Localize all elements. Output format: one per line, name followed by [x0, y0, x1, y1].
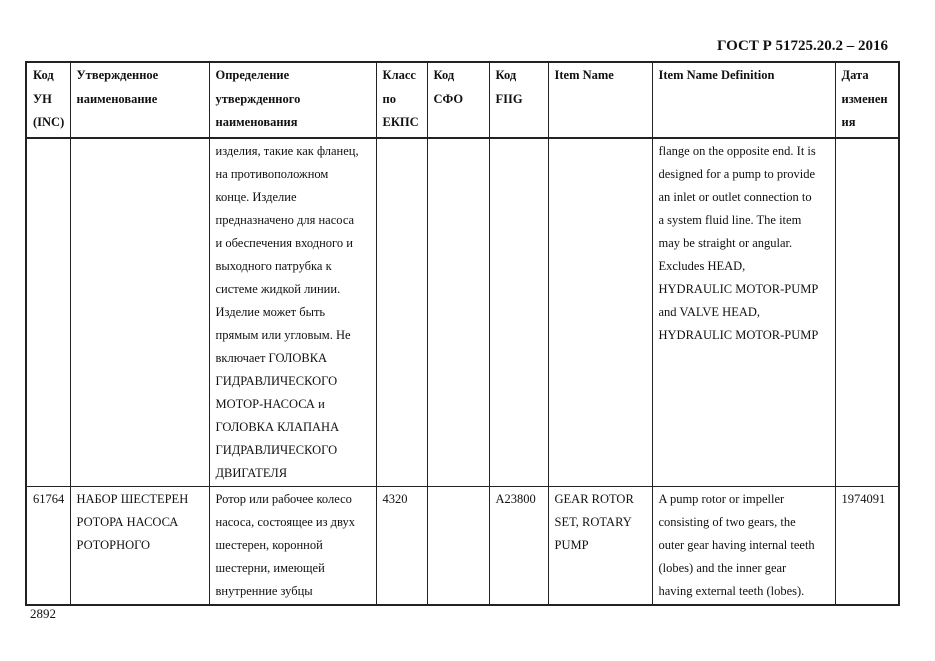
col-sfo-header — [427, 62, 489, 138]
header-line: ЕКПС — [382, 115, 419, 129]
cell-line: outer gear having internal teeth — [658, 537, 815, 552]
cell-line: внутренние зубцы — [215, 583, 313, 598]
cell-line: a system fluid line. The item — [658, 212, 802, 227]
col-item-name-cell — [548, 486, 652, 605]
cell-line: РОТОРНОГО — [76, 537, 151, 552]
header-line: Код — [433, 68, 455, 82]
header-line: утвержденного — [215, 91, 301, 106]
cell-line: конце. Изделие — [215, 189, 297, 204]
header-line: Определение — [215, 68, 290, 82]
cell-line: an inlet or outlet connection to — [658, 189, 812, 204]
cell-line: и обеспечения входного и — [215, 235, 353, 250]
col-fiig-cell — [489, 486, 548, 605]
header-line: наименования — [215, 115, 298, 129]
col-definition-cell — [209, 138, 376, 487]
cell-line: системе жидкой линии. — [215, 281, 341, 296]
col-item-name-header — [548, 62, 652, 138]
cell-line: шестерни, имеющей — [215, 560, 325, 575]
cell-line: ГИДРАВЛИЧЕСКОГО — [215, 442, 338, 457]
cell-line: МОТОР-НАСОСА и — [215, 396, 325, 411]
col-date-cell — [835, 486, 899, 605]
cell-line: may be straight or angular. — [658, 235, 793, 250]
header-line: (INC) — [33, 115, 65, 129]
cell-line: Excludes HEAD, — [658, 258, 746, 273]
col-definition-cell — [209, 486, 376, 605]
header-line: Код — [495, 68, 517, 82]
col-item-definition-cell — [652, 486, 835, 605]
col-fiig-header — [489, 62, 548, 138]
header-line: Утвержденное — [76, 68, 159, 82]
cell-line: включает ГОЛОВКА — [215, 350, 328, 365]
classification-table — [25, 61, 900, 606]
cell-line: A23800 — [495, 491, 536, 506]
col-item-definition-cell — [652, 138, 835, 487]
header-line: Item Name Definition — [658, 68, 775, 82]
cell-line: РОТОРА НАСОСА — [76, 514, 179, 529]
header-line: ия — [841, 115, 856, 129]
cell-line: and VALVE HEAD, — [658, 304, 761, 319]
col-item-name-cell — [548, 138, 652, 487]
cell-line: (lobes) and the inner gear — [658, 560, 787, 575]
cell-line: прямым или угловым. Не — [215, 327, 351, 342]
col-inc-cell — [26, 138, 70, 487]
cell-line: на противоположном — [215, 166, 329, 181]
cell-line: изделия, такие как фланец, — [215, 143, 359, 158]
header-line: Код — [33, 68, 54, 82]
header-line: Item Name — [554, 68, 614, 82]
header-line: СФО — [433, 91, 464, 106]
header-line: изменен — [841, 91, 888, 106]
col-definition-header — [209, 62, 376, 138]
header-line: УН — [33, 91, 52, 106]
cell-line: flange on the opposite end. It is — [658, 143, 816, 158]
cell-line: НАБОР ШЕСТЕРЕН — [76, 491, 189, 506]
cell-line: designed for a pump to provide — [658, 166, 816, 181]
cell-line: насоса, состоящее из двух — [215, 514, 355, 529]
cell-line: GEAR ROTOR — [554, 491, 634, 506]
table-row — [26, 486, 899, 605]
cell-line: 4320 — [382, 491, 408, 506]
cell-line: 61764 — [33, 491, 65, 506]
cell-line: 1974091 — [841, 491, 886, 506]
header-line: по — [382, 91, 396, 106]
header-line: Класс — [382, 68, 416, 82]
header-line: наименование — [76, 91, 158, 106]
cell-line: ДВИГАТЕЛЯ — [215, 465, 288, 480]
col-approved-name-header — [70, 62, 209, 138]
cell-line: выходного патрубка к — [215, 258, 332, 273]
cell-line: HYDRAULIC MOTOR-PUMP — [658, 281, 819, 296]
header-line: Дата — [841, 68, 869, 82]
cell-line: ГОЛОВКА КЛАПАНА — [215, 419, 340, 434]
cell-line: SET, ROTARY — [554, 514, 632, 529]
col-sfo-cell — [427, 486, 489, 605]
cell-line: шестерен, коронной — [215, 537, 323, 552]
table-row — [26, 138, 899, 487]
col-fiig-cell — [489, 138, 548, 487]
standard-number: ГОСТ Р 51725.20.2 – 2016 — [716, 38, 888, 54]
cell-line: consisting of two gears, the — [658, 514, 796, 529]
col-inc-cell — [26, 486, 70, 605]
page-number: 2892 — [30, 606, 56, 621]
cell-line: having external teeth (lobes). — [658, 583, 805, 598]
cell-line: HYDRAULIC MOTOR-PUMP — [658, 327, 819, 342]
table-header-row — [26, 62, 899, 138]
cell-line: Изделие может быть — [215, 304, 326, 319]
cell-line: предназначено для насоса — [215, 212, 355, 227]
header-line: FIIG — [495, 91, 523, 106]
col-approved-name-cell — [70, 486, 209, 605]
col-sfo-cell — [427, 138, 489, 487]
cell-line: ГИДРАВЛИЧЕСКОГО — [215, 373, 338, 388]
col-approved-name-cell — [70, 138, 209, 487]
col-class-header — [376, 62, 427, 138]
col-date-header — [835, 62, 899, 138]
cell-line: A pump rotor or impeller — [658, 491, 785, 506]
col-class-cell — [376, 138, 427, 487]
col-inc-header — [26, 62, 70, 138]
col-class-cell — [376, 486, 427, 605]
col-item-definition-header — [652, 62, 835, 138]
cell-line: PUMP — [554, 537, 589, 552]
col-date-cell — [835, 138, 899, 487]
cell-line: Ротор или рабочее колесо — [215, 491, 352, 506]
